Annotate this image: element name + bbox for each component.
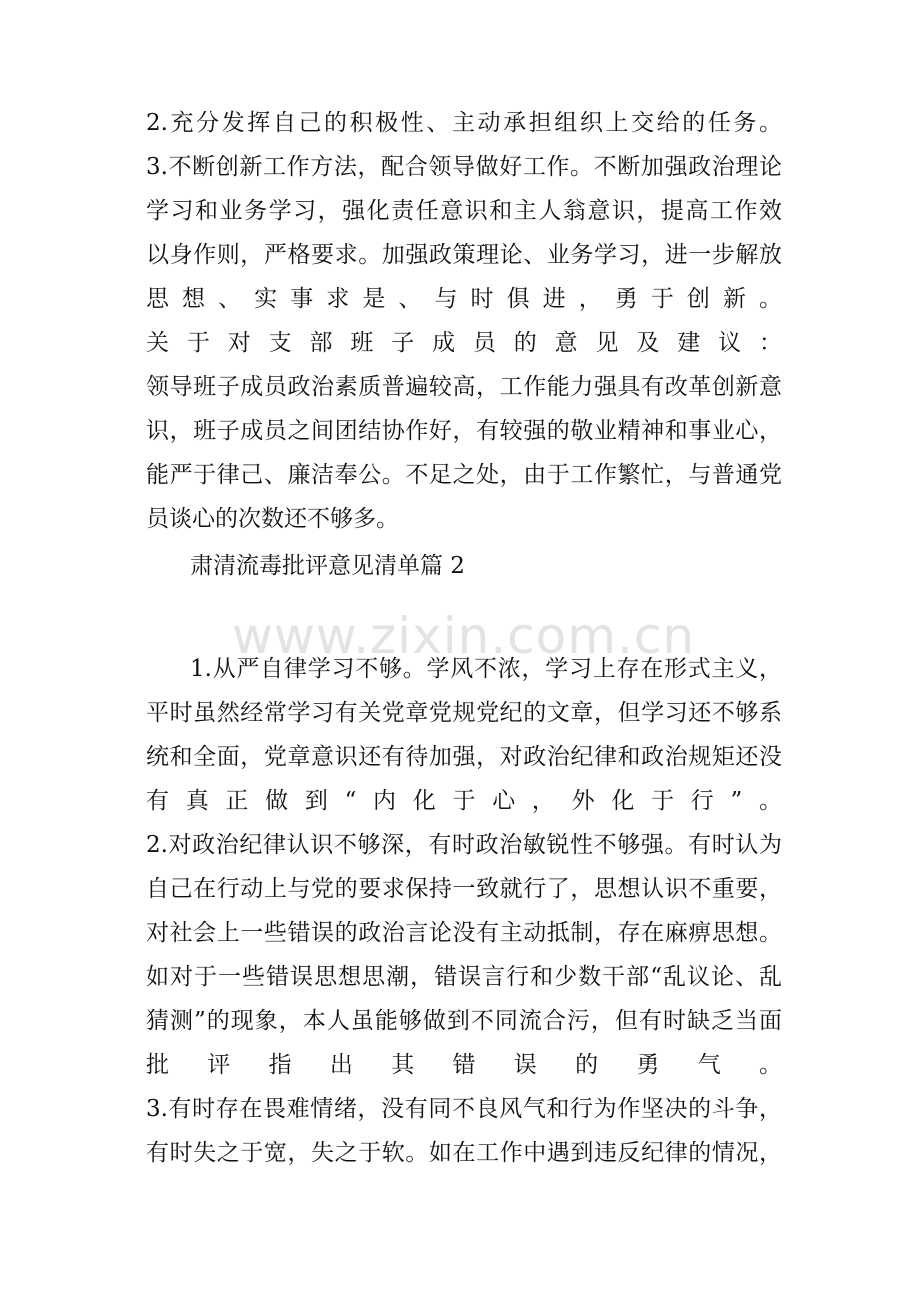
watermark: www.zixin.com.cn — [232, 607, 696, 665]
text-line: 能严于律己、廉洁奉公。不足之处，由于工作繁忙，与普通党 — [146, 462, 782, 488]
text-line: 有真正做到“内化于心，外化于行”。 — [146, 788, 782, 814]
text-line: 员谈心的次数还不够多。 — [146, 506, 399, 532]
section-heading: 肃清流毒批评意见清单篇 2 — [190, 553, 465, 579]
text-line: 2.充分发挥自己的积极性、主动承担组织上交给的任务。 — [146, 110, 782, 136]
text-line: 思想、实事求是、与时俱进，勇于创新。 — [146, 286, 782, 312]
text-line: 识，班子成员之间团结协作好，有较强的敬业精神和事业心， — [146, 418, 782, 444]
text-line: 猜测”的现象，本人虽能够做到不同流合污，但有时缺乏当面 — [146, 1008, 782, 1034]
text-line: 自己在行动上与党的要求保持一致就行了，思想认识不重要， — [146, 876, 782, 902]
text-line: 1.从严自律学习不够。学风不浓，学习上存在形式主义， — [190, 656, 782, 682]
text-line: 3.有时存在畏难情绪，没有同不良风气和行为作坚决的斗争， — [146, 1096, 782, 1122]
text-line: 平时虽然经常学习有关党章党规党纪的文章，但学习还不够系 — [146, 700, 782, 726]
text-line: 关于对支部班子成员的意见及建议： — [146, 330, 782, 356]
text-line: 学习和业务学习，强化责任意识和主人翁意识，提高工作效 — [146, 198, 782, 224]
text-line: 领导班子成员政治素质普遍较高，工作能力强具有改革创新意 — [146, 374, 782, 400]
text-line: 2.对政治纪律认识不够深，有时政治敏锐性不够强。有时认为 — [146, 832, 782, 858]
text-line: 有时失之于宽，失之于软。如在工作中遇到违反纪律的情况， — [146, 1140, 782, 1166]
text-line: 批评指出其错误的勇气。 — [146, 1052, 782, 1078]
text-line: 3.不断创新工作方法，配合领导做好工作。不断加强政治理论 — [146, 154, 782, 180]
text-line: 对社会上一些错误的政治言论没有主动抵制，存在麻痹思想。 — [146, 920, 782, 946]
text-line: 统和全面，党章意识还有待加强，对政治纪律和政治规矩还没 — [146, 744, 782, 770]
text-line: 以身作则，严格要求。加强政策理论、业务学习，进一步解放 — [146, 242, 782, 268]
text-line: 如对于一些错误思想思潮，错误言行和少数干部“乱议论、乱 — [146, 964, 782, 990]
